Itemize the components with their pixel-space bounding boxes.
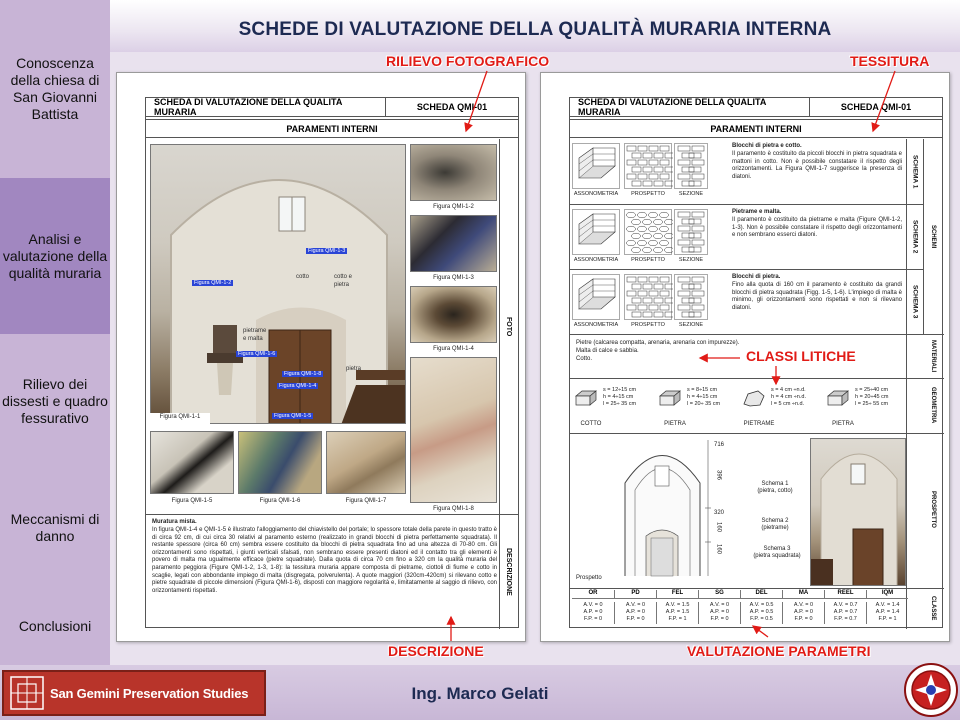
materiali-line: Malta di calce e sabbia. [576, 348, 639, 354]
param-value: A.P. = 0 [614, 609, 656, 617]
label-rilievo-fotografico: RILIEVO FOTOGRAFICO [386, 53, 550, 69]
caption-qmi-1-7: Figura QMI-1-7 [345, 498, 387, 504]
param-value: F.P. = 0 [614, 616, 656, 624]
schema-caption: SEZIONE [678, 257, 704, 263]
geometry-dim: l = 20÷ 35 cm [687, 401, 721, 407]
label-classi-litiche: CLASSI LITICHE [746, 348, 856, 364]
param-value: A.V. = 0.7 [824, 602, 866, 610]
schema-note: Schema 2 [761, 518, 789, 524]
description-text: In figura QMI-1-4 e QMI-1-5 è illustrato l'alloggiamento del chiavistello del portale; lo spessore totale della parete in questo tratto è di circa 92 cm, di cui circa 30 relativi al paramento esterno (realizzato in grandi blocchi di pietra perfettamente squadrata). Il restante spessore (circa 60 cm) sembra essere costituito da blocchi di pietra squadrata fino ad una altezza di 70-80 cm. Gli orizzontamenti sono rispettati, i giunti verticali sfalsati, non sembrano essere presenti diatoni ed il contatto tra gli elementi è povero di malta ma ugualmente efficace (pietre squadrate). Dalla quota di circa 70 cm fino a 320 cm la qualità muraria del paramento peggiora (Figure QMI-1-2, 1-3, 1-8): la tessitura muraria appare composta di pietrame, ciottoli di fiume e cotto in scaglie, legati con abbondante impiego di malta (disgregata, polverulenta). A quote maggiori (320cm-420cm) si rilevano cotto e pietre squadrate di piccole dimensioni (Figura QMI-1-6), disposti con maggiore regolarità e, limitatamente al saggio di rilievo, con orizzontamenti rispettati. [152, 527, 497, 594]
param-value: F.P. = 1 [866, 616, 908, 624]
logo-text: San Gemini Preservation Studies [50, 685, 249, 701]
sheet-left-code: SCHEDA QMI-01 [416, 102, 488, 112]
photo-note: cotto e pietra [334, 274, 353, 288]
schema-note-sub: (pietrame) [761, 525, 789, 531]
schema-note: Schema 3 [763, 546, 791, 552]
caption-qmi-1-4: Figura QMI-1-4 [433, 346, 474, 352]
sheet-right-code: SCHEDA QMI-01 [840, 102, 912, 112]
param-value: A.V. = 0 [782, 602, 824, 610]
param-value: A.V. = 0 [583, 602, 603, 608]
caption-qmi-1-6: Figura QMI-1-6 [259, 498, 301, 504]
param-value: F.P. = 0 [583, 616, 603, 622]
geometry-dim: s = 8÷15 cm [687, 387, 718, 393]
schema-note-sub: (pietra, cotto) [757, 488, 793, 494]
schema-caption: SEZIONE [678, 191, 704, 197]
dimension-label: 716 [714, 442, 725, 448]
geometry-label: PIETRAME [743, 421, 775, 427]
schema-note: Schema 1 [761, 481, 789, 487]
label-tessitura: TESSITURA [850, 53, 930, 69]
label-classe: CLASSE [930, 596, 936, 621]
sheet-left-title: SCHEDA DI VALUTAZIONE DELLA QUALITA MURARIA [146, 98, 386, 116]
dimension-label: 160 [715, 522, 722, 533]
label-schemi: SCHEMI [930, 224, 936, 249]
author: Ing. Marco Gelati [411, 684, 549, 703]
geometry-dim: l = 25÷ 55 cm [855, 401, 889, 407]
geometry-dim: h = 4÷15 cm [687, 394, 718, 400]
caption-qmi-1-8: Figura QMI-1-8 [433, 506, 474, 512]
label-prospetto: PROSPETTO [930, 490, 936, 528]
caption-qmi-1-2: Figura QMI-1-2 [433, 204, 474, 210]
sidebar-item-rilievo[interactable]: Rilievo dei dissesti e quadro fessurativo [0, 334, 110, 468]
caption-qmi-1-5: Figura QMI-1-5 [171, 498, 213, 504]
description-title: Muratura mista. [152, 519, 197, 525]
schema-caption: ASSONOMETRIA [573, 191, 619, 197]
sheet-left-subheader: PARAMENTI INTERNI [146, 119, 518, 138]
param-value: A.P. = 0.7 [824, 609, 866, 617]
main-photo-caption: Figura QMI-1-1 [159, 414, 201, 420]
schema-caption: PROSPETTO [631, 322, 665, 328]
schema-note-sub: (pietra squadrata) [753, 553, 801, 559]
sheet-right-title: SCHEDA DI VALUTAZIONE DELLA QUALITA MURARIA [570, 98, 810, 116]
geometry-dim: l = 5 cm ÷n.d. [771, 401, 805, 407]
caption-qmi-1-3: Figura QMI-1-3 [433, 275, 474, 281]
label-schema: SCHEMA 3 [906, 269, 924, 334]
arrow-rilievo [466, 71, 487, 131]
prospetto-caption: Prospetto [576, 575, 602, 581]
label-schema: SCHEMA 2 [906, 204, 924, 269]
param-value: A.V. = 1.5 [656, 602, 698, 610]
geometry-dim: h = 4 cm ÷n.d. [771, 394, 806, 400]
geometry-dim: h = 20÷45 cm [855, 394, 889, 400]
param-header: IQM [866, 590, 908, 599]
materiali-line: Pietre (calcarea compatta, arenaria, arenaria con impurezze). [576, 340, 740, 346]
schema-caption: ASSONOMETRIA [573, 322, 619, 328]
param-header: DEL [740, 590, 782, 599]
schema-title: Blocchi di pietra e cotto. [732, 143, 802, 149]
label-materiali: MATERIALI [930, 339, 936, 373]
photo-note: pietra [346, 366, 362, 372]
param-value: F.P. = 0 [782, 616, 824, 624]
param-header: FEL [656, 590, 698, 599]
schema-text: Il paramento è costituito da piccoli blocchi in pietra squadrata e mattoni in cotto. Non è possibile constatare il rispetto degli orizzontamenti. La Figura QMI-1-7 suggerisce la presenza di diatoni. [732, 151, 902, 180]
param-value: A.V. = 0 [614, 602, 656, 610]
geometry-label: PIETRA [664, 421, 686, 427]
annotation-label: Figura QMI-1-5 [274, 413, 312, 419]
photo-note: pietrame e malta [243, 328, 267, 342]
sidebar-item-meccanismi[interactable]: Meccanismi di danno [0, 468, 110, 588]
materiali-line: Cotto. [576, 356, 593, 362]
param-header: SG [698, 590, 740, 599]
dimension-label: 320 [714, 510, 725, 516]
schema-caption: PROSPETTO [631, 191, 665, 197]
footer-logo [2, 670, 266, 716]
schema-text: Fino alla quota di 160 cm il paramento è costituito da grandi blocchi di pietra squadrata (Figg. 1-5, 1-6). L'impiego di malta è minimo, gli orizzontamenti sono rispettati e non si rilevano diatoni. [732, 282, 902, 311]
param-value: A.P. = 0 [782, 609, 824, 617]
sidebar-item-conoscenza[interactable]: Conoscenza della chiesa di San Giovanni Battista [0, 0, 110, 178]
geometry-dim: h = 4÷15 cm [603, 394, 634, 400]
geometry-dim: s = 4 cm ÷n.d. [771, 387, 806, 393]
sidebar-item-analisi[interactable]: Analisi e valutazione della qualità muraria [0, 178, 110, 334]
label-descrizione: DESCRIZIONE [388, 643, 484, 659]
geometry-dim: l = 25÷ 35 cm [603, 401, 637, 407]
param-value: F.P. = 0 [698, 616, 740, 624]
geometry-label: PIETRA [832, 421, 854, 427]
param-header: REEL [824, 590, 866, 599]
param-value: A.P. = 1.5 [656, 609, 698, 617]
param-value: A.P. = 0.5 [740, 609, 782, 617]
photo-note: cotto [296, 274, 310, 280]
annotation-label: Figura QMI-1-2 [194, 280, 232, 286]
schema-caption: SEZIONE [678, 322, 704, 328]
schema-caption: PROSPETTO [631, 257, 665, 263]
annotation-label: Figura QMI-1-3 [308, 248, 346, 254]
dimension-label: 396 [715, 470, 722, 481]
dimension-label: 160 [715, 544, 722, 555]
label-descrizione: DESCRIZIONE [505, 547, 512, 596]
geometry-label: COTTO [580, 421, 602, 427]
label-foto: FOTO [505, 316, 512, 337]
label-schema: SCHEMA 1 [911, 154, 919, 189]
arrow-tessitura [873, 71, 895, 131]
schema-title: Blocchi di pietra. [732, 274, 781, 280]
param-value: F.P. = 1 [656, 616, 698, 624]
geometry-dim: s = 12÷15 cm [603, 387, 637, 393]
label-valutazione-parametri: VALUTAZIONE PARAMETRI [687, 643, 871, 659]
sheet-right-subheader: PARAMENTI INTERNI [570, 119, 942, 138]
param-value: A.P. = 0 [698, 609, 740, 617]
sidebar-item-conclusioni[interactable]: Conclusioni [0, 588, 110, 665]
schema-title: Pietrame e malta. [732, 209, 782, 215]
param-header: PD [614, 590, 656, 599]
schema-caption: ASSONOMETRIA [573, 257, 619, 263]
param-value: A.V. = 0.5 [740, 602, 782, 610]
logo-emblem-icon [10, 676, 44, 710]
annotation-label: Figura QMI-1-4 [279, 383, 317, 389]
page-title: SCHEDE DI VALUTAZIONE DELLA QUALITÀ MURARIA INTERNA [238, 19, 832, 40]
arrow-valutazione [753, 626, 768, 637]
geometry-dim: s = 25÷40 cm [855, 387, 889, 393]
param-value: A.P. = 0 [583, 609, 603, 615]
param-value: A.P. = 1.4 [866, 609, 908, 617]
university-seal-icon [903, 662, 959, 718]
param-value: F.P. = 0.5 [740, 616, 782, 624]
param-value: A.V. = 0 [698, 602, 740, 610]
param-header: MA [782, 590, 824, 599]
param-value: A.V. = 1.4 [866, 602, 908, 610]
param-value: F.P. = 0.7 [824, 616, 866, 624]
label-geometria: GEOMETRIA [930, 387, 936, 424]
annotation-label: Figura QMI-1-6 [238, 351, 276, 357]
schema-text: Il paramento è costituito da pietrame e malta (Figure QMI-1-2, 1-3). Non è possibile constatare il rispetto degli orizzontamenti e non sembrano esserci diatoni. [732, 217, 902, 239]
annotation-label: Figura QMI-1-8 [284, 371, 322, 377]
param-header: OR [572, 590, 614, 599]
